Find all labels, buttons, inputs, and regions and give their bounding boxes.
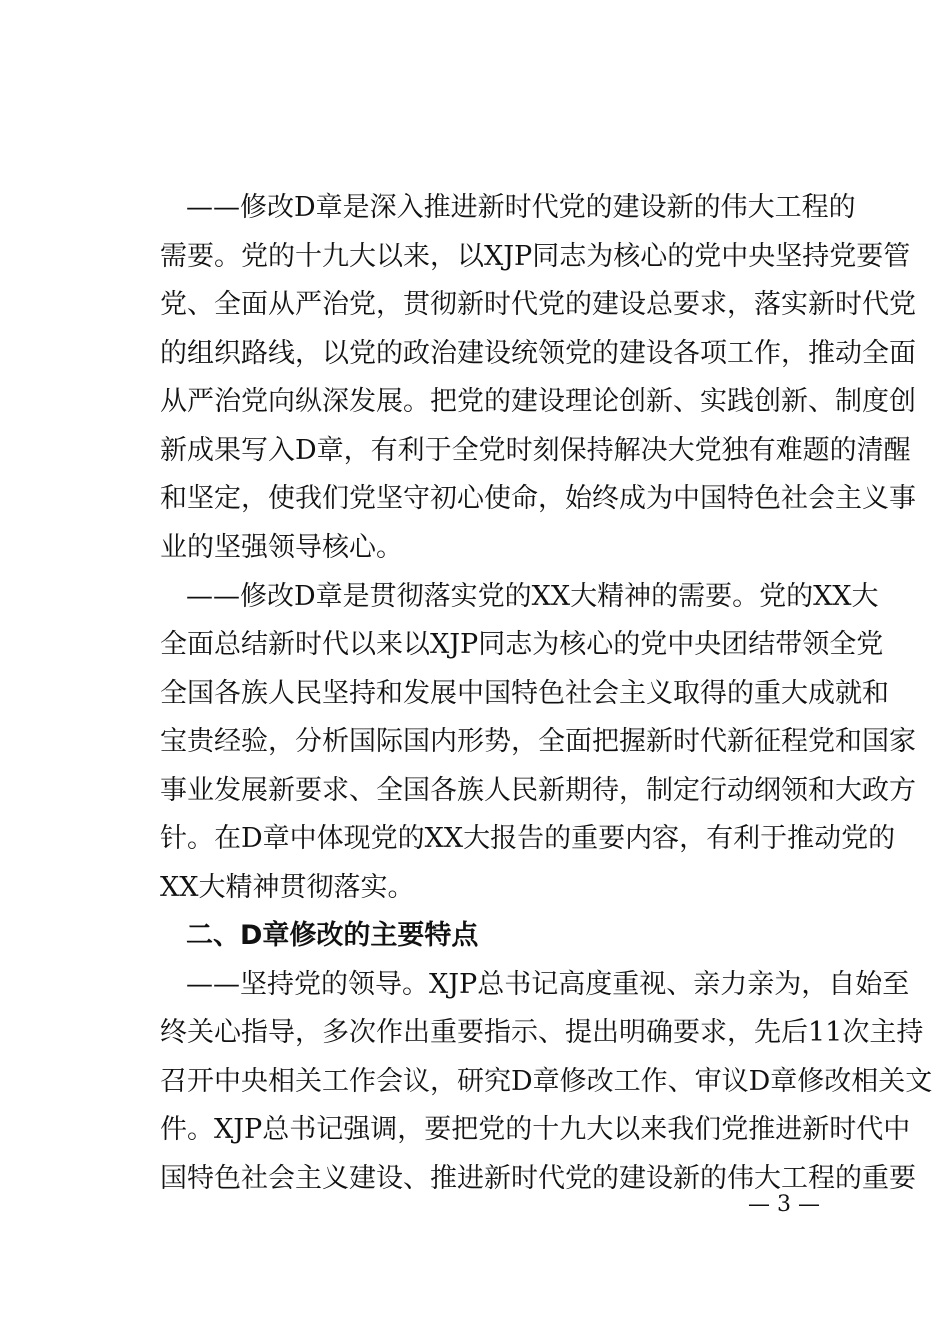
paragraph-3-line: 终关心指导，多次作出重要指示、提出明确要求，先后11次主持	[160, 1017, 924, 1048]
paragraph-3-line: 召开中央相关工作会议，研究D章修改工作、审议D章修改相关文	[160, 1066, 933, 1097]
paragraph-2-line: 针。在D章中体现党的XX大报告的重要内容，有利于推动党的	[160, 823, 896, 854]
paragraph-1-line: 和坚定，使我们党坚守初心使命，始终成为中国特色社会主义事	[160, 483, 916, 514]
paragraph-1-line: 需要。党的十九大以来，以XJP同志为核心的党中央坚持党要管	[160, 241, 911, 272]
section-heading: 二、D章修改的主要特点	[186, 920, 479, 951]
paragraph-2-line: 全国各族人民坚持和发展中国特色社会主义取得的重大成就和	[160, 678, 889, 709]
paragraph-3-line: ——坚持党的领导。XJP总书记高度重视、亲力亲为，自始至	[186, 969, 910, 1000]
paragraph-1-line: 的组织路线，以党的政治建设统领党的建设各项工作，推动全面	[160, 338, 916, 369]
paragraph-1-line: ——修改D章是深入推进新时代党的建设新的伟大工程的	[186, 192, 856, 223]
paragraph-1-line: 从严治党向纵深发展。把党的建设理论创新、实践创新、制度创	[160, 386, 916, 417]
paragraph-2-line: 宝贵经验，分析国际国内形势，全面把握新时代新征程党和国家	[160, 726, 916, 757]
paragraph-1-line: 党、全面从严治党，贯彻新时代党的建设总要求，落实新时代党	[160, 289, 916, 320]
page-number: — 3 —	[748, 1192, 820, 1217]
paragraph-2-line: 全面总结新时代以来以XJP同志为核心的党中央团结带领全党	[160, 629, 884, 660]
paragraph-1-line: 新成果写入D章，有利于全党时刻保持解决大党独有难题的清醒	[160, 435, 911, 466]
paragraph-3-line: 件。XJP总书记强调，要把党的十九大以来我们党推进新时代中	[160, 1114, 911, 1145]
paragraph-2-line: 事业发展新要求、全国各族人民新期待，制定行动纲领和大政方	[160, 775, 916, 806]
paragraph-2-line: XX大精神贯彻落实。	[160, 872, 415, 903]
paragraph-1-line: 业的坚强领导核心。	[160, 532, 403, 563]
paragraph-2-line: ——修改D章是贯彻落实党的XX大精神的需要。党的XX大	[186, 581, 879, 612]
paragraph-3-line: 国特色社会主义建设、推进新时代党的建设新的伟大工程的重要	[160, 1163, 916, 1194]
